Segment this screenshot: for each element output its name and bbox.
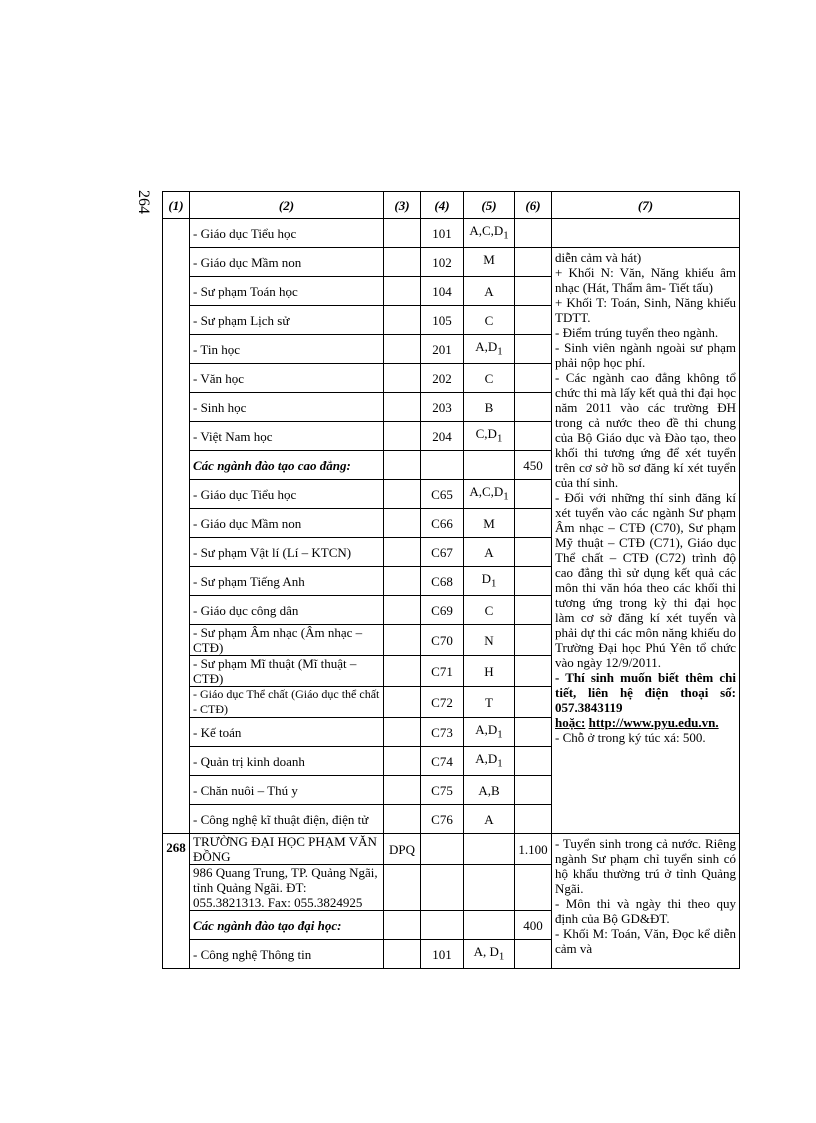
exam-blocks: A	[464, 538, 515, 567]
exam-blocks	[464, 335, 515, 364]
program-name: - Công nghệ Thông tin	[190, 940, 384, 969]
note-line: + Khối T: Toán, Sinh, Năng khiếu TDTT.	[555, 295, 736, 325]
program-code: C73	[421, 718, 464, 747]
program-code: C72	[421, 687, 464, 718]
exam-blocks-text: M	[483, 251, 495, 267]
empty-cell	[515, 865, 552, 911]
empty-cell	[384, 219, 421, 248]
school-row	[163, 834, 740, 865]
note-line: - Điểm trúng tuyển theo ngành.	[555, 325, 719, 340]
program-name: - Sư phạm Vật lí (Lí – KTCN)	[190, 538, 384, 567]
col-header: (2)	[190, 192, 384, 219]
admissions-table	[162, 191, 740, 969]
exam-blocks	[464, 940, 515, 969]
program-code: 202	[421, 364, 464, 393]
program-code: C65	[421, 480, 464, 509]
program-code: 201	[421, 335, 464, 364]
empty-cell	[515, 567, 552, 596]
exam-blocks	[464, 567, 515, 596]
empty-cell	[384, 248, 421, 277]
exam-blocks: A,B	[464, 776, 515, 805]
table-row	[163, 219, 740, 248]
empty-cell	[515, 364, 552, 393]
empty-cell	[515, 596, 552, 625]
empty-cell	[515, 306, 552, 335]
exam-blocks: A	[464, 805, 515, 834]
empty-cell	[515, 776, 552, 805]
note-line: - Sinh viên ngành ngoài sư phạm phải nộp học phí.	[555, 340, 736, 370]
exam-blocks-text: A, D	[473, 943, 499, 959]
empty-cell	[384, 422, 421, 451]
empty-cell	[384, 509, 421, 538]
program-name: - Tin học	[190, 335, 384, 364]
contact-phone: - Thí sinh muốn biết thêm chi tiết, liên hệ điện thoại số: 057.3843119	[555, 670, 736, 715]
col-header: (3)	[384, 192, 421, 219]
exam-blocks-sub: 1	[503, 490, 509, 503]
program-code: C69	[421, 596, 464, 625]
empty-cell	[515, 393, 552, 422]
program-code: 204	[421, 422, 464, 451]
empty-cell	[515, 656, 552, 687]
program-code: 102	[421, 248, 464, 277]
exam-blocks-text: A,D	[475, 338, 498, 354]
dorm-note: - Chỗ ở trong ký túc xá: 500.	[555, 730, 706, 745]
empty-cell	[515, 940, 552, 969]
exam-blocks-text: D	[481, 570, 491, 586]
exam-blocks	[464, 718, 515, 747]
school-quota: 1.100	[515, 834, 552, 865]
program-code: C68	[421, 567, 464, 596]
program-name: - Công nghệ kĩ thuật điện, điện tử	[190, 805, 384, 834]
program-code: 101	[421, 219, 464, 248]
program-code: C67	[421, 538, 464, 567]
section-label: Các ngành đào tạo đại học:	[190, 911, 384, 940]
col-header: (4)	[421, 192, 464, 219]
exam-blocks-sub: 1	[497, 757, 503, 770]
program-code: 101	[421, 940, 464, 969]
exam-blocks: N	[464, 625, 515, 656]
program-name: - Giáo dục Mầm non	[190, 248, 384, 277]
program-name: - Sư phạm Lịch sử	[190, 306, 384, 335]
exam-blocks: C	[464, 596, 515, 625]
exam-blocks-sub: 1	[496, 432, 503, 445]
exam-blocks	[464, 219, 515, 248]
empty-cell	[515, 538, 552, 567]
exam-blocks	[464, 747, 515, 776]
empty-cell	[515, 625, 552, 656]
empty-cell	[163, 219, 190, 834]
program-name: - Giáo dục Tiểu học	[190, 219, 384, 248]
empty-cell	[515, 480, 552, 509]
note-line: - Đối với những thí sinh đăng kí xét tuyển vào các ngành Sư phạm Âm nhạc – CTĐ (C70), Sư phạm Mỹ thuật – CTĐ (C71), Giáo dục Thể chất – CTĐ (C72) trình độ cao đẳng thì sử dụng kết quả các môn thi văn hóa theo các khối thi tương ứng trong kỳ thi đại học làm cơ sở đăng kí xét tuyển và phải dự thi các môn năng khiếu do Trường Đại học Phú Yên tổ chức vào ngày 12/9/2011.	[555, 490, 736, 670]
col-header: (1)	[163, 192, 190, 219]
note-line: - Các ngành cao đẳng không tổ chức thi mà lấy kết quả thi đại học năm 2011 vào các trường ĐH trong cả nước theo đề thi chung của Bộ Giáo dục và Đào tạo, theo khối thi tương ứng để xét tuyển trên cơ sở hồ sơ đăng kí xét tuyển của thí sinh.	[555, 370, 736, 490]
program-name: - Sinh học	[190, 393, 384, 422]
program-name: - Văn học	[190, 364, 384, 393]
empty-cell	[384, 805, 421, 834]
or-label: hoặc:	[555, 715, 586, 730]
program-name: - Giáo dục Mầm non	[190, 509, 384, 538]
empty-cell	[515, 248, 552, 277]
exam-blocks-sub: 1	[497, 728, 503, 741]
school-notes-cell	[552, 834, 740, 969]
empty-cell	[515, 422, 552, 451]
empty-cell	[384, 911, 421, 940]
empty-cell	[384, 940, 421, 969]
school-number: 268	[163, 834, 190, 969]
exam-blocks: C	[464, 306, 515, 335]
exam-blocks-sub: 1	[497, 345, 503, 358]
empty-cell	[384, 480, 421, 509]
exam-blocks: B	[464, 393, 515, 422]
empty-cell	[515, 509, 552, 538]
empty-cell	[515, 335, 552, 364]
empty-cell	[384, 393, 421, 422]
program-code: C75	[421, 776, 464, 805]
page-number: 264	[135, 190, 152, 214]
program-code: C76	[421, 805, 464, 834]
program-code: C74	[421, 747, 464, 776]
program-name: - Sư phạm Toán học	[190, 277, 384, 306]
exam-blocks-sub: 1	[503, 229, 509, 242]
note-line: - Tuyển sinh trong cả nước. Riêng ngành Sư phạm chỉ tuyển sinh có hộ khẩu thường trú ở tỉnh Quảng Ngãi.	[555, 836, 736, 896]
empty-cell	[384, 687, 421, 718]
school-address: 986 Quang Trung, TP. Quảng Ngãi, tỉnh Quảng Ngãi. ĐT: 055.3821313. Fax: 055.3824925	[190, 865, 384, 911]
empty-cell	[421, 451, 464, 480]
header-row	[163, 192, 740, 219]
empty-cell	[421, 911, 464, 940]
empty-cell	[384, 747, 421, 776]
empty-cell	[464, 865, 515, 911]
exam-blocks: H	[464, 656, 515, 687]
empty-cell	[384, 277, 421, 306]
empty-cell	[515, 747, 552, 776]
empty-cell	[384, 656, 421, 687]
exam-blocks-text: A,D	[475, 750, 498, 766]
table-row	[163, 248, 740, 277]
program-name: - Giáo dục Thể chất (Giáo dục thể chất - CTĐ)	[190, 687, 384, 718]
col-header: (7)	[552, 192, 740, 219]
exam-blocks: M	[464, 509, 515, 538]
note-line: diễn cảm và hát)	[555, 250, 642, 265]
note-line: + Khối N: Văn, Năng khiếu âm nhạc (Hát, Thẩm âm- Tiết tấu)	[555, 265, 736, 295]
empty-cell	[515, 805, 552, 834]
program-code: C70	[421, 625, 464, 656]
exam-blocks-text: A,D	[475, 721, 498, 737]
program-code: C66	[421, 509, 464, 538]
empty-cell	[464, 451, 515, 480]
empty-cell	[384, 625, 421, 656]
empty-cell	[515, 219, 552, 248]
empty-cell	[464, 834, 515, 865]
empty-cell	[515, 718, 552, 747]
exam-blocks-sub: 1	[490, 577, 497, 590]
program-code: 203	[421, 393, 464, 422]
exam-blocks: C	[464, 364, 515, 393]
col-header: (6)	[515, 192, 552, 219]
empty-cell	[515, 277, 552, 306]
empty-cell	[552, 219, 740, 248]
program-code: 104	[421, 277, 464, 306]
program-name: - Sư phạm Âm nhạc (Âm nhạc – CTĐ)	[190, 625, 384, 656]
exam-blocks-sub: 1	[498, 950, 505, 963]
empty-cell	[384, 718, 421, 747]
exam-blocks	[464, 248, 515, 277]
exam-blocks-text: C,D	[475, 425, 497, 441]
exam-blocks-text: A,C,D	[469, 222, 504, 238]
section-label: Các ngành đào tạo cao đẳng:	[190, 451, 384, 480]
school-code: DPQ	[384, 834, 421, 865]
exam-blocks: A	[464, 277, 515, 306]
program-name: - Sư phạm Mĩ thuật (Mĩ thuật – CTĐ)	[190, 656, 384, 687]
section-quota: 400	[515, 911, 552, 940]
empty-cell	[384, 306, 421, 335]
exam-blocks-text: A,C,D	[469, 483, 504, 499]
empty-cell	[384, 538, 421, 567]
program-code: 105	[421, 306, 464, 335]
empty-cell	[464, 911, 515, 940]
program-name: - Việt Nam học	[190, 422, 384, 451]
note-line: - Môn thi và ngày thi theo quy định của Bộ GD&ĐT.	[555, 896, 736, 926]
program-name: - Kế toán	[190, 718, 384, 747]
program-name: - Chăn nuôi – Thú y	[190, 776, 384, 805]
website-link[interactable]: http://www.pyu.edu.vn.	[588, 715, 719, 730]
exam-blocks	[464, 422, 515, 451]
program-name: - Giáo dục công dân	[190, 596, 384, 625]
exam-blocks	[464, 480, 515, 509]
school-name: TRƯỜNG ĐẠI HỌC PHẠM VĂN ĐỒNG	[190, 834, 384, 865]
empty-cell	[384, 776, 421, 805]
empty-cell	[421, 834, 464, 865]
empty-cell	[384, 364, 421, 393]
program-code: C71	[421, 656, 464, 687]
note-line: - Khối M: Toán, Văn, Đọc kể diễn cảm và	[555, 926, 736, 956]
empty-cell	[421, 865, 464, 911]
program-name: - Sư phạm Tiếng Anh	[190, 567, 384, 596]
empty-cell	[384, 865, 421, 911]
empty-cell	[384, 567, 421, 596]
empty-cell	[384, 596, 421, 625]
program-name: - Quản trị kinh doanh	[190, 747, 384, 776]
program-name: - Giáo dục Tiểu học	[190, 480, 384, 509]
col-header: (5)	[464, 192, 515, 219]
empty-cell	[384, 335, 421, 364]
notes-cell	[552, 248, 740, 834]
empty-cell	[384, 451, 421, 480]
empty-cell	[515, 687, 552, 718]
contact-web	[555, 715, 736, 730]
section-quota: 450	[515, 451, 552, 480]
exam-blocks: T	[464, 687, 515, 718]
